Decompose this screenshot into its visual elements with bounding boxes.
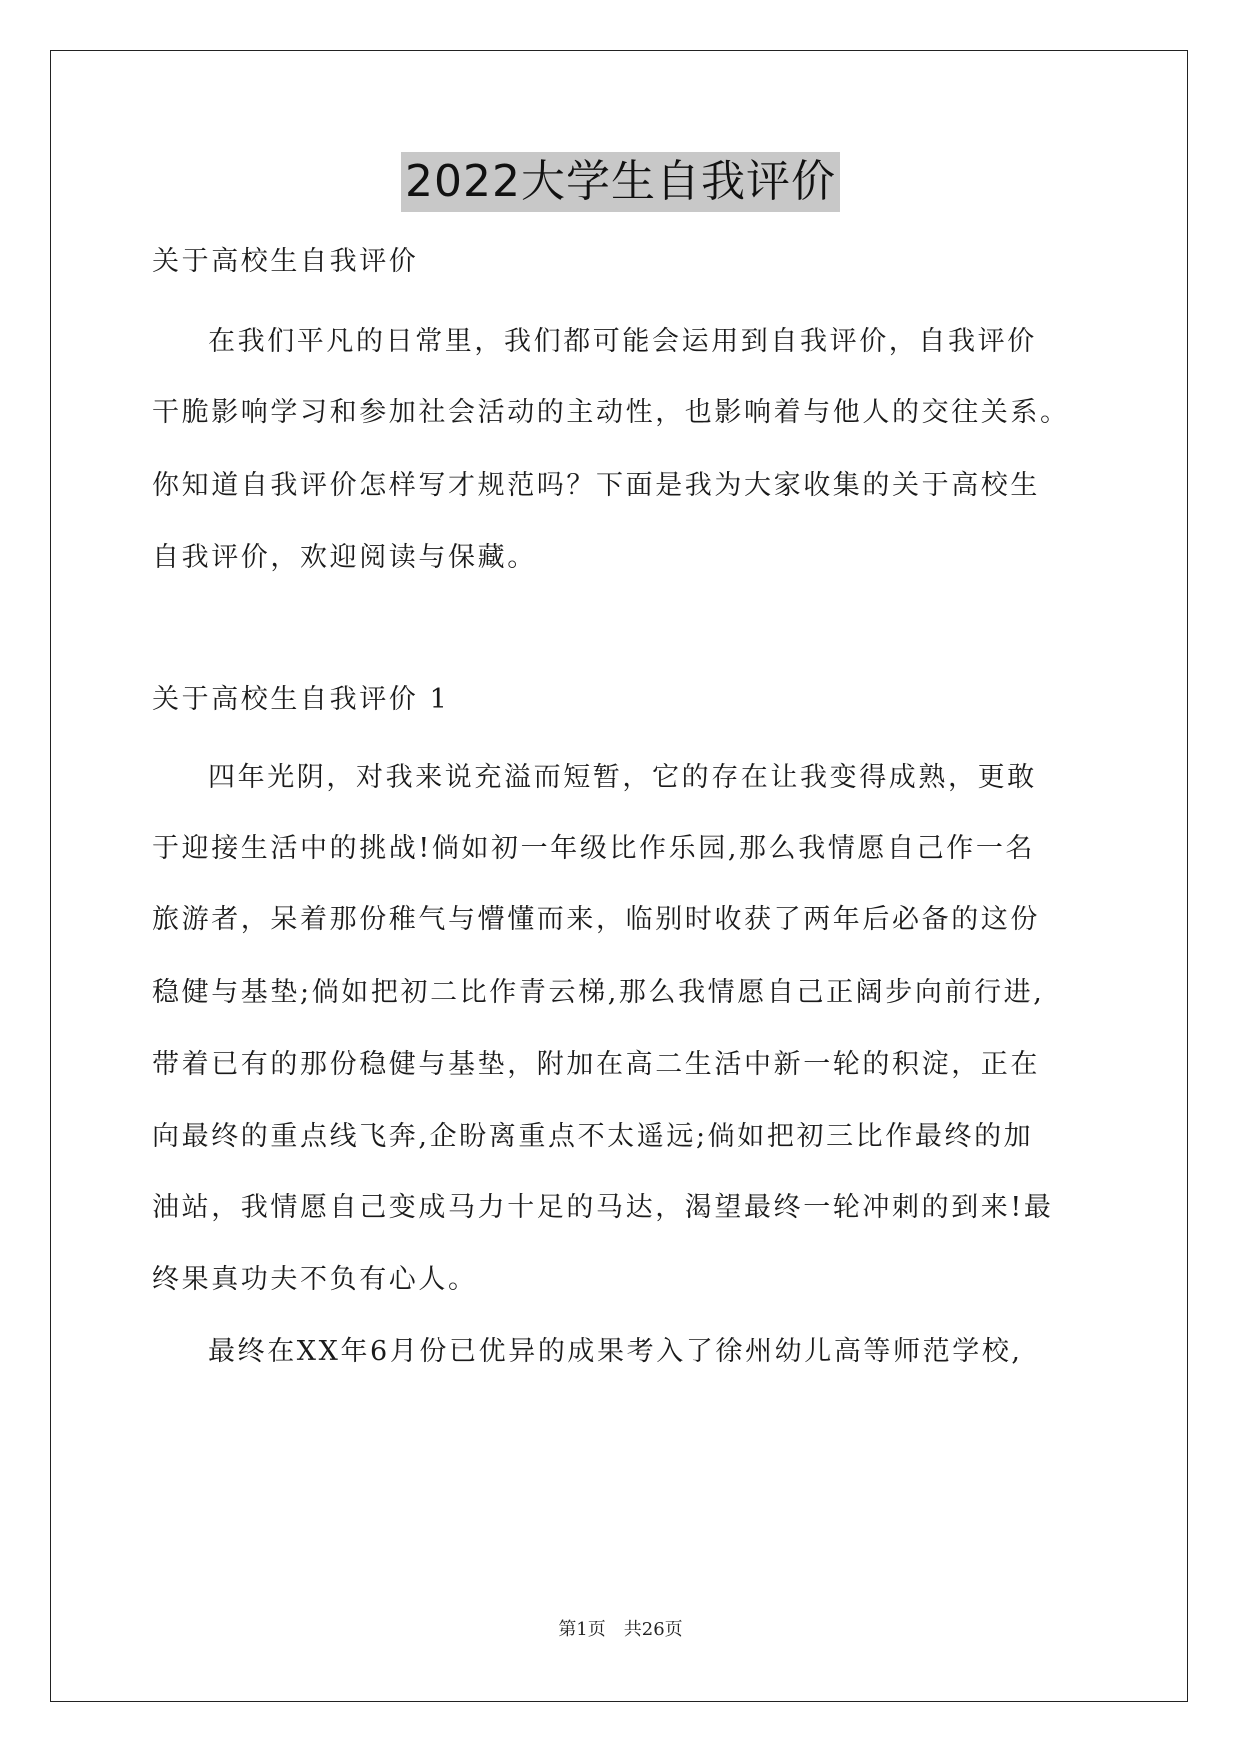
intro-line: 在我们平凡的日常里，我们都可能会运用到自我评价，自我评价 <box>208 326 1037 357</box>
body-line: 稳健与基垫;倘如把初二比作青云梯,那么我情愿自己正阔步向前行进, <box>152 977 1045 1008</box>
intro-line: 干脆影响学习和参加社会活动的主动性，也影响着与他人的交往关系。 <box>152 397 1070 428</box>
subtitle: 关于高校生自我评价 <box>152 246 419 277</box>
body-line: 于迎接生活中的挑战!倘如初一年级比作乐园,那么我情愿自己作一名 <box>152 833 1036 864</box>
section-heading: 关于高校生自我评价 1 <box>152 684 450 715</box>
intro-line: 你知道自我评价怎样写才规范吗？下面是我为大家收集的关于高校生 <box>152 470 1040 501</box>
intro-line: 自我评价，欢迎阅读与保藏。 <box>152 542 537 573</box>
document-title: 2022大学生自我评价 <box>401 152 840 212</box>
body-line: 旅游者，呆着那份稚气与懵懂而来，临别时收获了两年后必备的这份 <box>152 904 1040 935</box>
body-line: 油站，我情愿自己变成马力十足的马达，渴望最终一轮冲刺的到来!最 <box>152 1192 1054 1223</box>
body-line: 终果真功夫不负有心人。 <box>152 1264 478 1295</box>
page-border <box>50 50 1188 1702</box>
body-line: 向最终的重点线飞奔,企盼离重点不太遥远;倘如把初三比作最终的加 <box>152 1121 1034 1152</box>
body-line: 四年光阴，对我来说充溢而短暂，它的存在让我变得成熟，更敢 <box>208 762 1037 793</box>
title-container <box>0 152 1241 212</box>
body-line: 最终在XX年6月份已优异的成果考入了徐州幼儿高等师范学校, <box>208 1336 1023 1367</box>
page-number-footer: 第1页 共26页 <box>558 1619 683 1640</box>
body-line: 带着已有的那份稳健与基垫，附加在高二生活中新一轮的积淀，正在 <box>152 1049 1040 1080</box>
